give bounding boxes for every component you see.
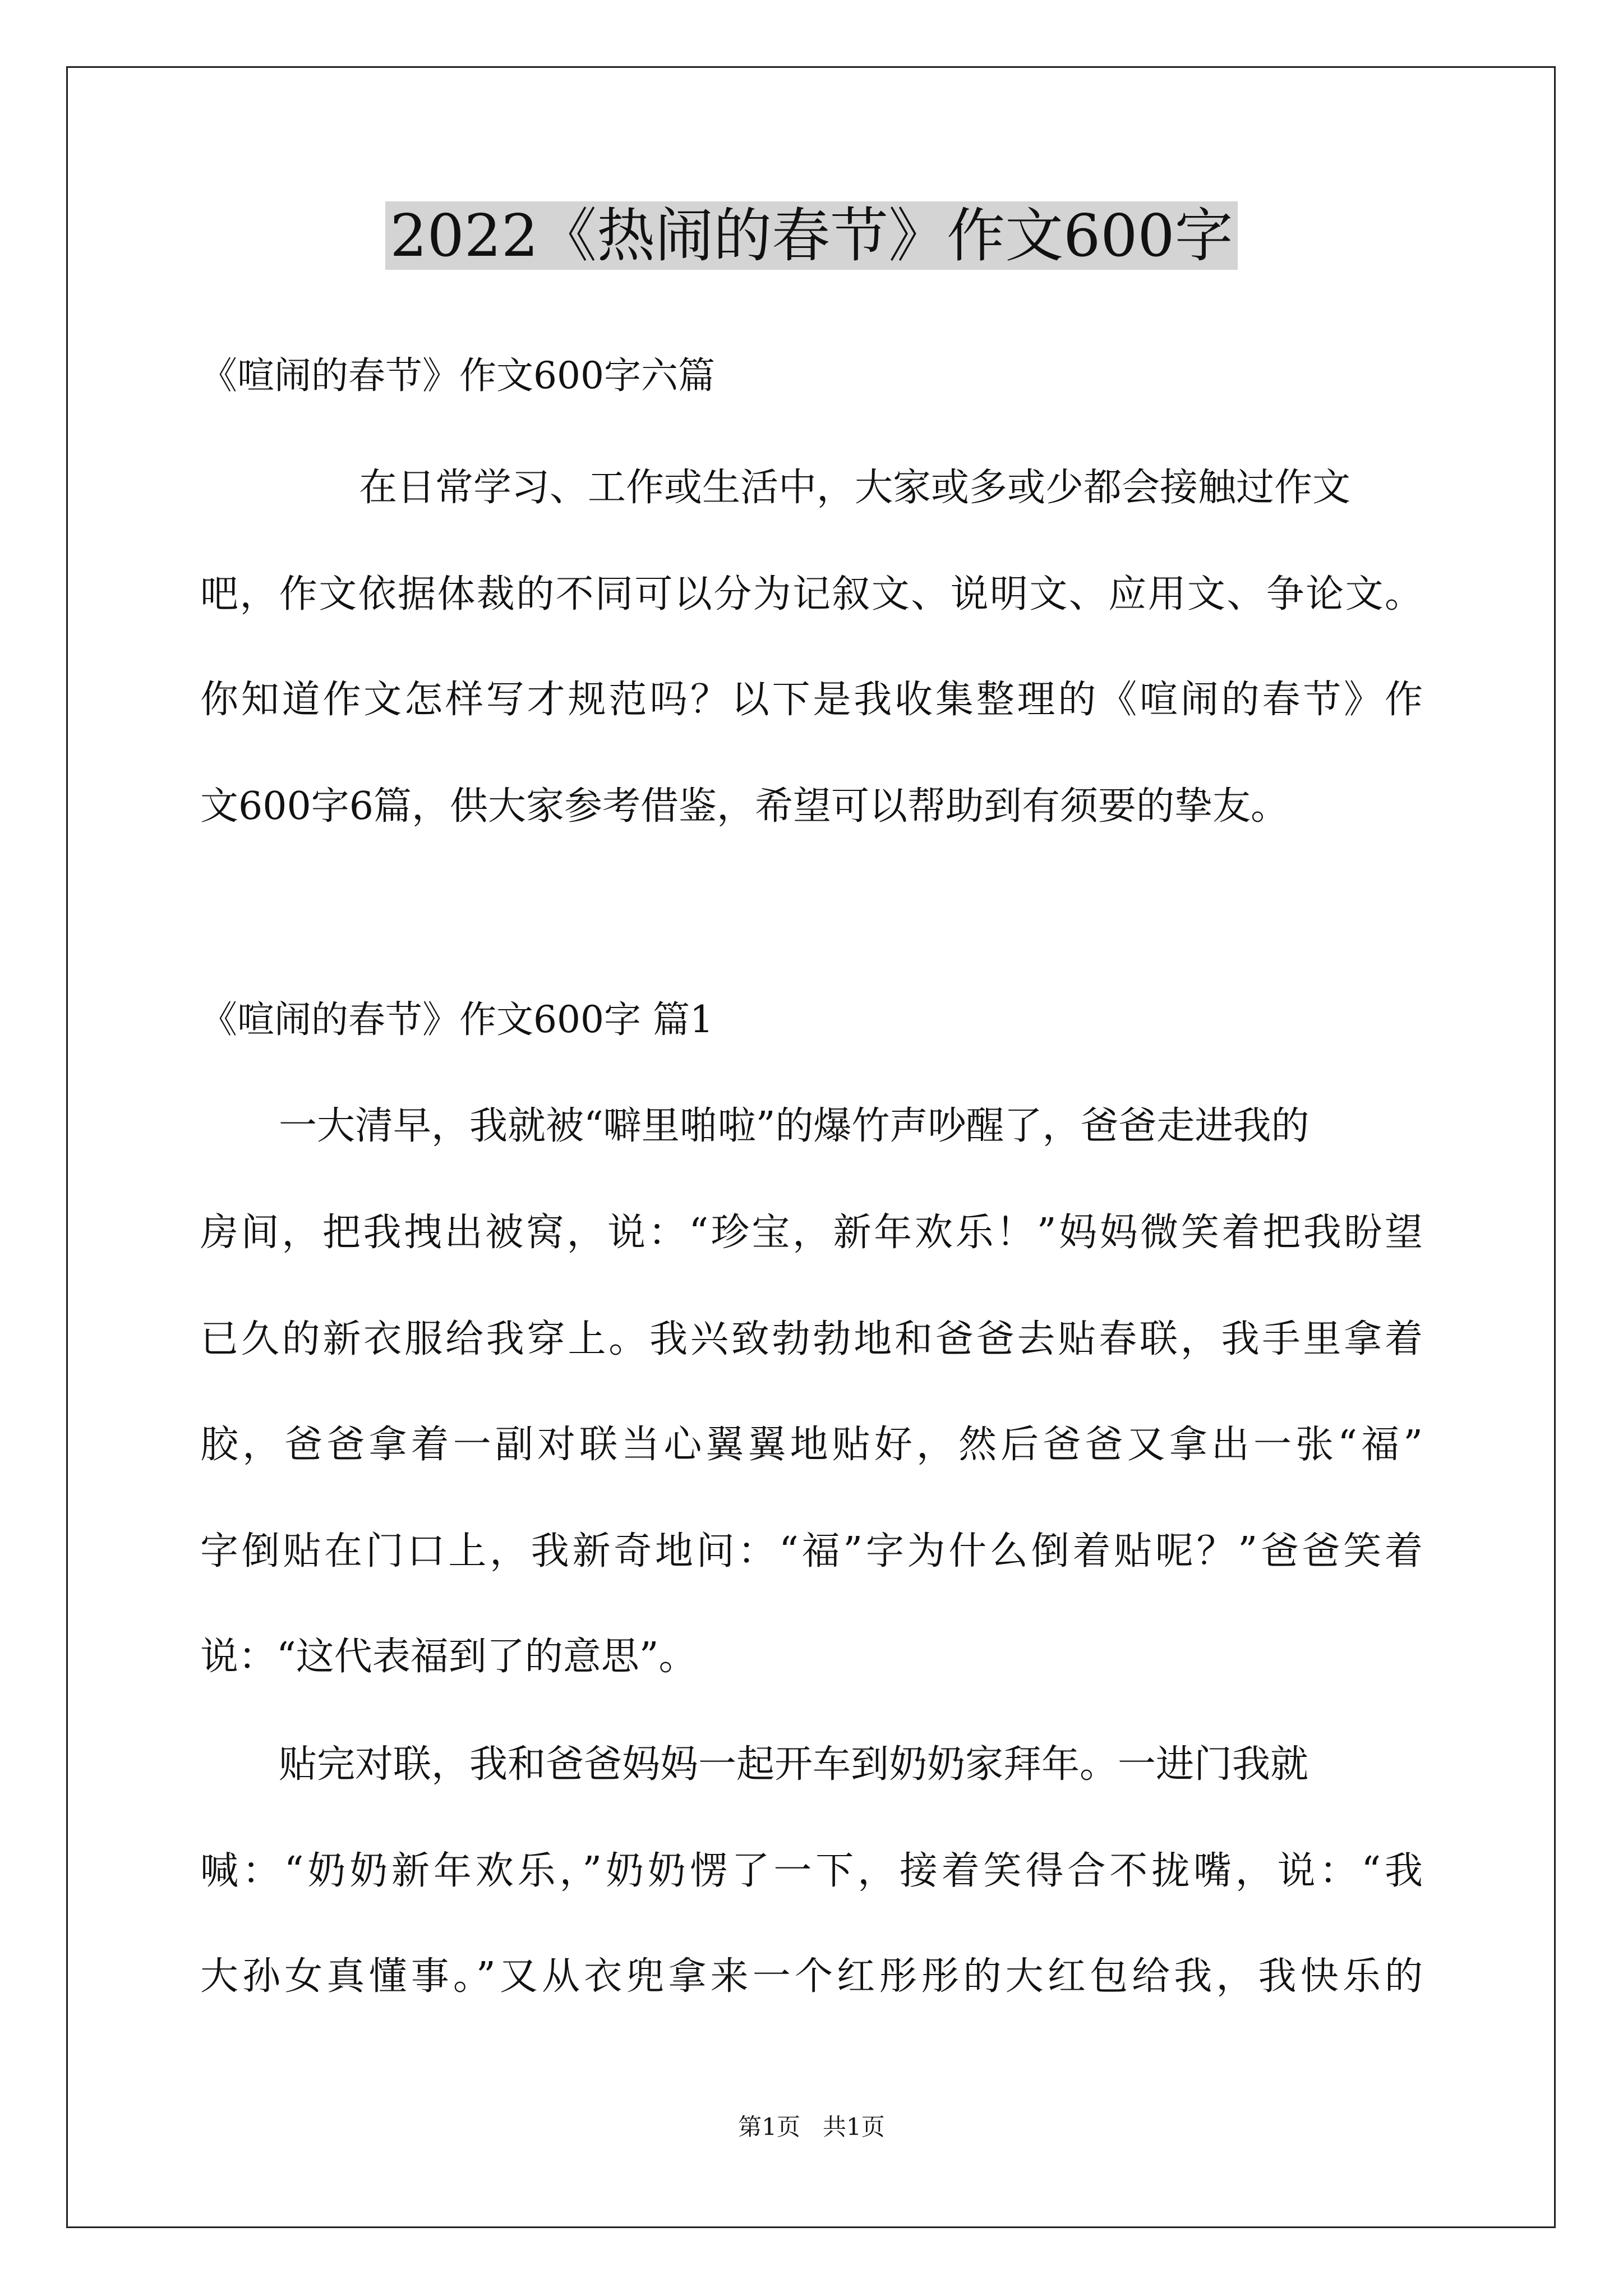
paragraph-line: 大孙女真懂事。”又从衣兜拿来一个红彤彤的大红包给我，我快乐的 [200, 1954, 1423, 1999]
document-subtitle: 《喧闹的春节》作文600字六篇 [200, 354, 715, 397]
intro-line: 在日常学习、工作或生活中，大家或多或少都会接触过作文 [359, 466, 1351, 510]
document-title-text: 2022《热闹的春节》作文600字 [385, 201, 1237, 270]
section-heading: 《喧闹的春节》作文600字 篇1 [200, 998, 713, 1041]
paragraph-line: 贴完对联，我和爸爸妈妈一起开车到奶奶家拜年。一进门我就 [279, 1742, 1309, 1787]
paragraph-line: 字倒贴在门口上，我新奇地问：“福”字为什么倒着贴呢？”爸爸笑着 [200, 1529, 1423, 1573]
paragraph-line: 胶，爸爸拿着一副对联当心翼翼地贴好，然后爸爸又拿出一张“福” [200, 1423, 1423, 1467]
intro-line: 吧，作文依据体裁的不同可以分为记叙文、说明文、应用文、争论文。 [200, 572, 1423, 616]
intro-line: 你知道作文怎样写才规范吗？以下是我收集整理的《喧闹的春节》作 [200, 678, 1423, 722]
document-title [0, 194, 1623, 278]
paragraph-line: 喊：“奶奶新年欢乐，”奶奶愣了一下，接着笑得合不拢嘴，说：“我 [200, 1849, 1423, 1893]
page-footer: 第1页 共1页 [738, 2113, 885, 2141]
paragraph-line: 说：“这代表福到了的意思”。 [200, 1635, 697, 1679]
paragraph-line: 已久的新衣服给我穿上。我兴致勃勃地和爸爸去贴春联，我手里拿着 [200, 1317, 1423, 1361]
intro-line: 文600字6篇，供大家参考借鉴，希望可以帮助到有须要的挚友。 [200, 784, 1289, 829]
paragraph-line: 一大清早，我就被“噼里啪啦”的爆竹声吵醒了，爸爸走进我的 [279, 1104, 1310, 1148]
paragraph-line: 房间，把我拽出被窝，说：“珍宝，新年欢乐！”妈妈微笑着把我盼望 [200, 1211, 1423, 1255]
